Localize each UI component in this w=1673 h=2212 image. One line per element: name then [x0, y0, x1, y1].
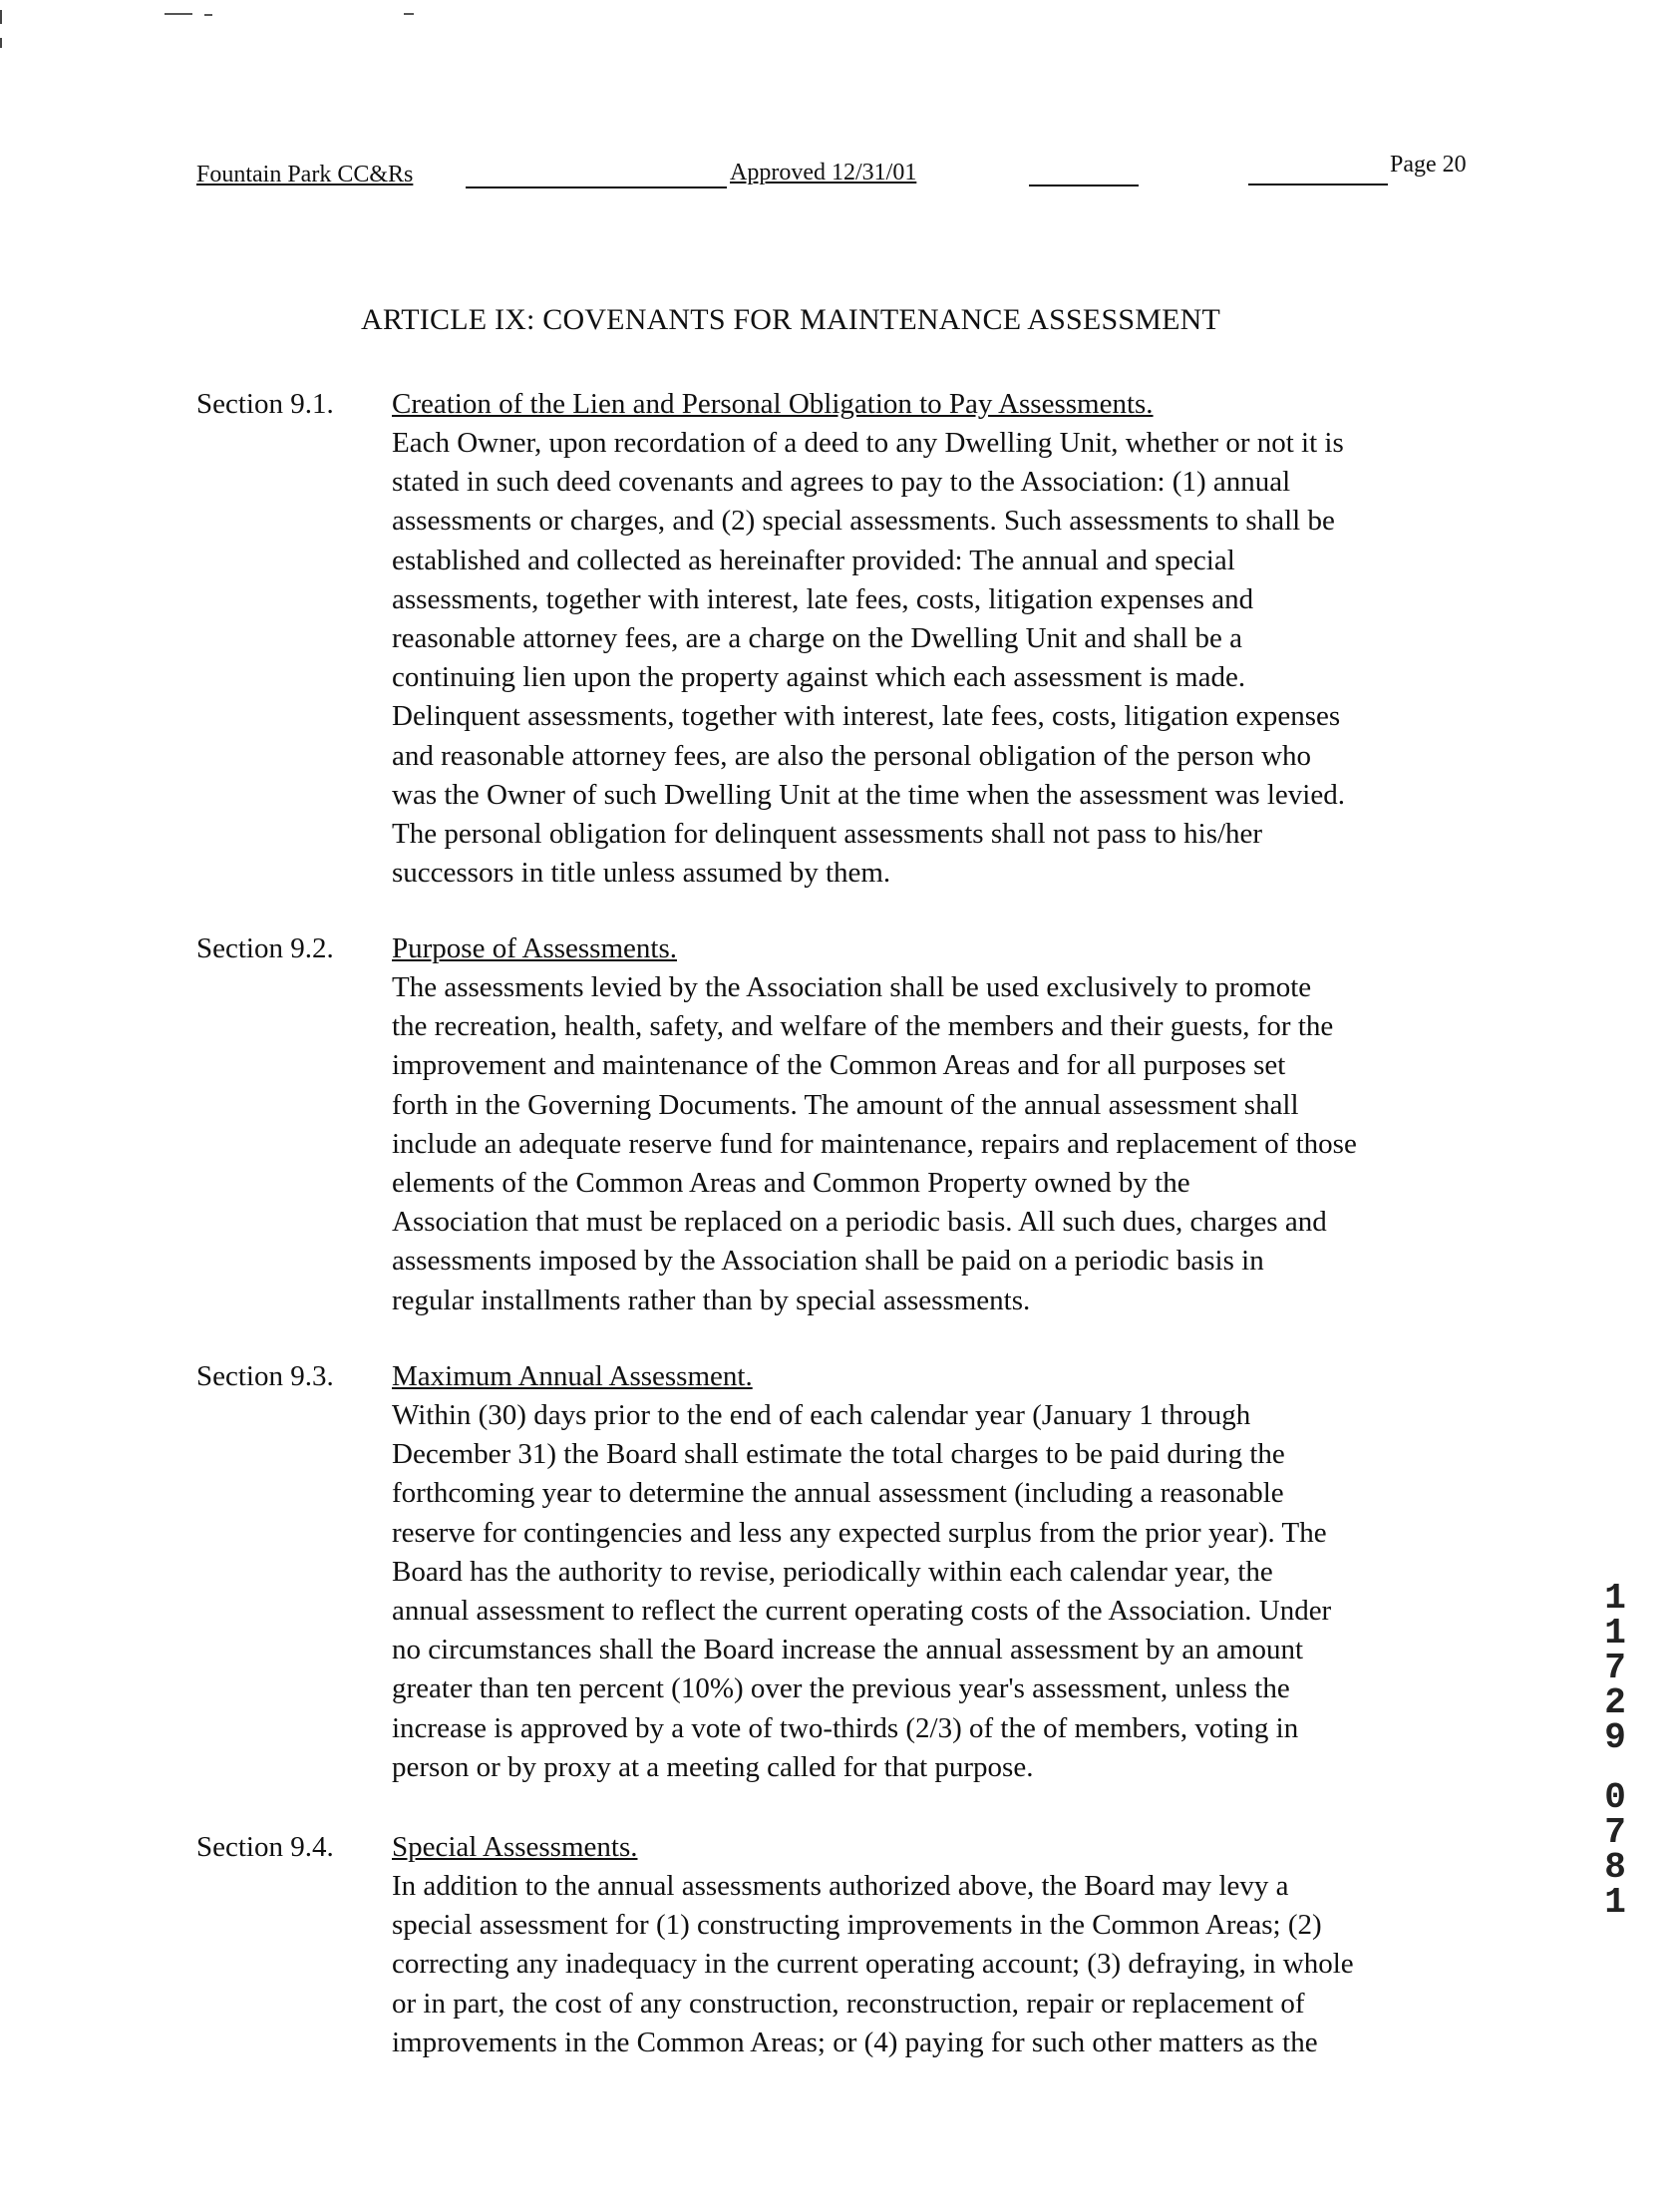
text-line: include an adequate reserve fund for maintenance, repairs and replacement of those [392, 1127, 1357, 1160]
text-line: improvement and maintenance of the Common Areas and for all purposes set [392, 1049, 1286, 1082]
stamp-digit: 7 [1604, 1812, 1626, 1853]
stamp-digit: 1 [1604, 1882, 1626, 1923]
section-heading: Maximum Annual Assessment. [392, 1360, 753, 1392]
text-line: Association that must be replaced on a periodic basis. All such dues, charges and [392, 1206, 1327, 1239]
text-line: forth in the Governing Documents. The amount of the annual assessment shall [392, 1088, 1299, 1121]
article-title: ARTICLE IX: COVENANTS FOR MAINTENANCE ASSESSMENT [361, 303, 1221, 336]
text-line: stated in such deed covenants and agrees to pay to the Association: (1) annual [392, 466, 1291, 499]
section-paragraph [392, 424, 1494, 893]
page-number: Page 20 [1390, 152, 1467, 178]
header-rule [1248, 184, 1388, 185]
text-line: and reasonable attorney fees, are also the personal obligation of the person who [392, 739, 1312, 772]
section-body [392, 1828, 1494, 2062]
header-approval-date: Approved 12/31/01 [730, 160, 917, 185]
text-line: no circumstances shall the Board increase the annual assessment by an amount [392, 1634, 1304, 1666]
text-line: reasonable attorney fees, are a charge on the Dwelling Unit and shall be a [392, 622, 1243, 655]
scan-artifact [204, 14, 212, 16]
text-line: was the Owner of such Dwelling Unit at the time when the assessment was levied. [392, 778, 1345, 811]
section-paragraph [392, 968, 1494, 1320]
text-line: Within (30) days prior to the end of each calendar year (January 1 through [392, 1399, 1251, 1431]
text-line: the recreation, health, safety, and welfare of the members and their guests, for the [392, 1010, 1334, 1043]
text-line: continuing lien upon the property against which each assessment is made. [392, 661, 1246, 694]
section-number: Section 9.2. [196, 932, 334, 964]
text-line: regular installments rather than by special assessments. [392, 1284, 1031, 1316]
section-number: Section 9.1. [196, 388, 334, 420]
text-line: established and collected as hereinafter provided: The annual and special [392, 544, 1235, 576]
text-line: reserve for contingencies and less any expected surplus from the prior year). The [392, 1516, 1327, 1549]
text-line: The assessments levied by the Association shall be used exclusively to promote [392, 971, 1312, 1003]
scan-artifact [404, 13, 414, 15]
recording-number-stamp [1595, 1578, 1635, 1758]
text-line: forthcoming year to determine the annual assessment (including a reasonable [392, 1477, 1284, 1510]
text-line: person or by proxy at a meeting called for that purpose. [392, 1750, 1034, 1783]
section-number: Section 9.3. [196, 1360, 334, 1392]
header-rule [1029, 184, 1139, 186]
text-line: assessments imposed by the Association shall be paid on a periodic basis in [392, 1245, 1264, 1278]
section-heading: Purpose of Assessments. [392, 932, 677, 964]
text-line: Delinquent assessments, together with interest, late fees, costs, litigation expenses [392, 700, 1341, 733]
page-header [196, 150, 1483, 189]
section-heading: Creation of the Lien and Personal Obligation to Pay Assessments. [392, 388, 1154, 420]
stamp-digit: 9 [1604, 1717, 1626, 1758]
text-line: increase is approved by a vote of two-thirds (2/3) of the of members, voting in [392, 1711, 1299, 1744]
text-line: greater than ten percent (10%) over the previous year's assessment, unless the [392, 1672, 1290, 1705]
stamp-digit: 8 [1604, 1847, 1626, 1888]
scan-artifact [165, 13, 192, 15]
text-line: assessments or charges, and (2) special assessments. Such assessments to shall be [392, 505, 1335, 538]
section-heading: Special Assessments. [392, 1831, 638, 1863]
text-line: improvements in the Common Areas; or (4) paying for such other matters as the [392, 2026, 1318, 2058]
text-line: In addition to the annual assessments authorized above, the Board may levy a [392, 1870, 1289, 1902]
text-line: The personal obligation for delinquent assessments shall not pass to his/her [392, 818, 1263, 851]
section-body [392, 1357, 1494, 1787]
text-line: annual assessment to reflect the current operating costs of the Association. Under [392, 1595, 1332, 1628]
header-document-title: Fountain Park CC&Rs [196, 162, 414, 187]
section-paragraph [392, 1396, 1494, 1787]
section-body [392, 929, 1494, 1320]
stamp-digit: 2 [1604, 1682, 1626, 1723]
text-line: Board has the authority to revise, periodically within each calendar year, the [392, 1555, 1273, 1588]
scan-artifact [0, 10, 2, 24]
stamp-digit: 1 [1604, 1613, 1626, 1654]
section-number: Section 9.4. [196, 1831, 334, 1863]
stamp-digit: 7 [1604, 1648, 1626, 1688]
text-line: elements of the Common Areas and Common Property owned by the [392, 1167, 1190, 1200]
text-line: Each Owner, upon recordation of a deed to any Dwelling Unit, whether or not it is [392, 427, 1344, 459]
text-line: special assessment for (1) constructing improvements in the Common Areas; (2) [392, 1909, 1322, 1942]
header-rule [466, 186, 727, 188]
stamp-digit: 0 [1604, 1777, 1626, 1818]
section-paragraph [392, 1867, 1494, 2062]
scan-artifact [0, 38, 2, 48]
section-body [392, 385, 1494, 893]
text-line: successors in title unless assumed by them. [392, 857, 891, 890]
text-line: correcting any inadequacy in the current operating account; (3) defraying, in whole [392, 1948, 1354, 1981]
text-line: or in part, the cost of any construction, reconstruction, repair or replacement of [392, 1987, 1305, 2020]
text-line: December 31) the Board shall estimate the total charges to be paid during the [392, 1438, 1285, 1471]
recording-number-stamp [1595, 1777, 1635, 1923]
text-line: assessments, together with interest, late fees, costs, litigation expenses and [392, 582, 1254, 615]
stamp-digit: 1 [1604, 1578, 1626, 1619]
